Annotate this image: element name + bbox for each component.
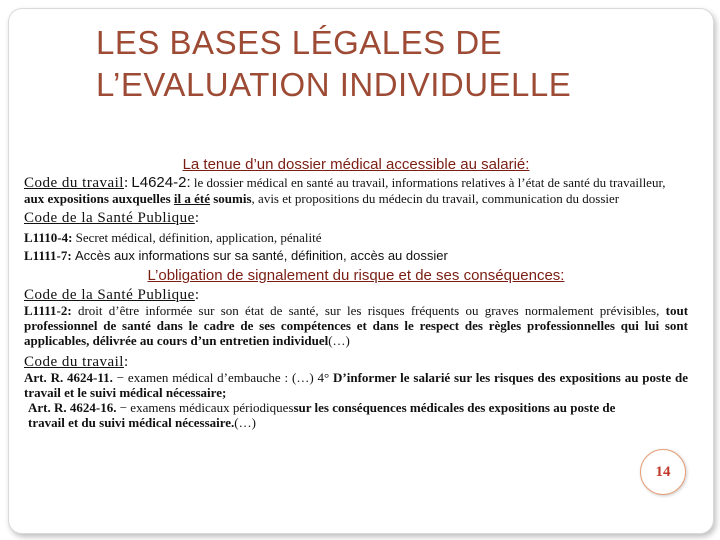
section-heading-dossier: La tenue d’un dossier médical accessible au salarié: xyxy=(182,156,530,173)
art-r4624-11-ref: Art. R. 4624-11. xyxy=(24,370,113,385)
l1111-7-ref: L1111-7: xyxy=(24,248,72,263)
l1111-7-text: Accès aux informations sur sa santé, définition, accès au dossier xyxy=(74,248,448,263)
code-sante-label: Code de la Santé Publique xyxy=(24,287,195,303)
art-r4624-16-paragraph xyxy=(24,400,688,430)
title-line-1: LES BASES LÉGALES DE xyxy=(96,24,503,61)
code-travail-label: Code du travail xyxy=(24,354,124,370)
slide-body xyxy=(24,156,688,430)
art-r4624-16-end: (…) xyxy=(234,415,256,430)
article-text-bold-2: soumis xyxy=(213,191,252,206)
l1111-2-paragraph xyxy=(24,303,688,348)
colon: : xyxy=(123,354,129,370)
code-travail-paragraph-1 xyxy=(24,175,688,206)
article-ref-l4624-2: L4624-2: xyxy=(131,174,191,191)
l1111-2-text: droit d’être informée sur son état de santé, sur les risques fréquents ou graves normalement prévisibles, xyxy=(77,303,660,318)
art-r4624-16-text: − examens médicaux périodiques xyxy=(119,400,294,415)
article-text-bold-underline: il a été xyxy=(173,191,210,206)
code-sante-title-1 xyxy=(24,210,688,226)
page-number: 14 xyxy=(655,463,671,480)
article-text: le dossier médical en santé au travail, informations relatives à l’état de santé du travailleur, xyxy=(193,175,666,190)
l1111-2-bold: tout professionnel de santé dans le cadre de ses compétences et dans le respect des règles professionnelles qui lui sont applicables, délivrée au cours d’un entretien individuel xyxy=(24,303,689,348)
colon: : xyxy=(194,287,199,303)
code-travail-label: Code du travail xyxy=(24,175,124,191)
l1110-text: Secret médical, définition, application, pénalité xyxy=(75,230,322,245)
article-text-end: , avis et propositions du médecin du travail, communication du dossier xyxy=(251,191,620,206)
article-text-bold: aux expositions auxquelles xyxy=(24,191,171,206)
art-r4624-11-bold: D’informer le salarié sur les risques des expositions au poste de travail et le suivi médical nécessaire; xyxy=(24,370,688,400)
l1110-ref: L1110-4: xyxy=(24,230,73,245)
code-sante-title-2 xyxy=(24,287,688,303)
art-r4624-11-text: − examen médical d’embauche : (…) 4° xyxy=(116,370,334,385)
title-line-2: L’EVALUATION INDIVIDUELLE xyxy=(96,66,572,103)
page-number-badge xyxy=(640,449,686,495)
l1111-7-line xyxy=(24,248,688,263)
l1111-2-ref: L1111-2: xyxy=(24,303,72,318)
art-r4624-16-ref: Art. R. 4624-16. xyxy=(28,400,117,415)
art-r4624-11-paragraph xyxy=(24,370,688,400)
code-sante-label: Code de la Santé Publique xyxy=(24,210,195,226)
colon: : xyxy=(194,210,199,226)
l1111-2-end: (…) xyxy=(328,333,350,348)
section-heading-signalement: L’obligation de signalement du risque et de ses conséquences: xyxy=(147,267,565,284)
l1110-line xyxy=(24,230,688,245)
art-r4624-16-bold: sur les conséquences médicales des expositions au poste de travail et du suivi médical nécessaire. xyxy=(28,400,616,430)
colon: : xyxy=(123,175,129,191)
code-travail-title-2 xyxy=(24,354,688,370)
slide-title xyxy=(96,22,656,106)
